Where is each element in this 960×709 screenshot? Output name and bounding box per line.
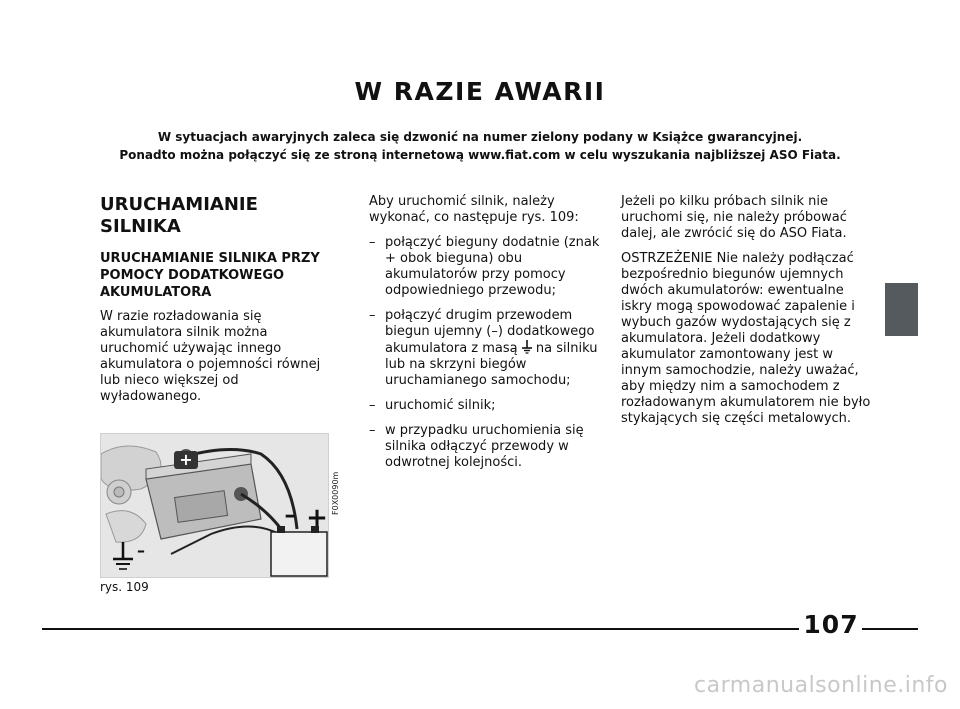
body-paragraph: W razie rozładowania się akumulatora silnik można uruchomić używając innego akumulatora o pojemności równej lub nieco większej od wyładowanego. <box>100 309 321 404</box>
step-item <box>369 308 609 389</box>
step-item <box>369 423 609 471</box>
column-middle <box>369 194 609 480</box>
intro-line-1: W sytuacjach awaryjnych zaleca się dzwonić na numer zielony podany w Książce gwarancyjnej. <box>157 130 803 144</box>
section-heading-line-1: URUCHAMIANIE <box>100 194 258 215</box>
list-dash: – <box>369 308 376 323</box>
ground-minus-label: – <box>137 541 145 560</box>
step-item <box>369 235 609 299</box>
illustration-drawing <box>101 434 329 578</box>
section-heading-line-2: SILNIKA <box>100 216 181 237</box>
auxiliary-battery <box>271 526 327 576</box>
figure-code: F0X0090m <box>331 471 340 515</box>
intro-line-2: Ponadto można połączyć się ze stroną internetową www.fiat.com w celu wyszukania najbliższej ASO Fiata. <box>119 148 841 162</box>
steps-intro: Aby uruchomić silnik, należy wykonać, co następuje rys. 109: <box>369 194 579 225</box>
minus-sign: – <box>284 503 296 528</box>
section-heading <box>100 194 340 238</box>
step-text: uruchomić silnik; <box>385 398 496 413</box>
plus-marker-label: + <box>179 450 193 469</box>
footer-rule-left <box>42 628 799 630</box>
page-number: 107 <box>803 610 859 639</box>
step-text: połączyć drugim przewodem biegun ujemny (–) dodatkowego akumulatora z masą <box>385 308 595 356</box>
watermark: carmanualsonline.info <box>694 673 948 698</box>
step-text: na silniku lub na skrzyni biegów uruchamianego samochodu; <box>385 341 598 388</box>
list-dash: – <box>369 235 376 250</box>
intro-note <box>90 128 870 164</box>
warning-paragraph: OSTRZEŻENIE Nie należy podłączać bezpośrednio biegunów ujemnych dwóch akumulatorów: ewentualne iskry mogą spowodować zapalenie i wybuch gazów wydostających się z akumulatora. Jeżeli dodatkowy akumulator zamontowany jest w innym samochodzie, należy uważać, aby między nim a samochodem z rozładowanym akumulatorem nie było stykających się części metalowych. <box>621 251 871 426</box>
column-left <box>100 194 340 414</box>
page-title: W RAZIE AWARII <box>354 77 606 106</box>
step-text: w przypadku uruchomienia się silnika odłączyć przewody w odwrotnej kolejności. <box>385 423 584 470</box>
jump-start-illustration <box>100 433 329 578</box>
step-text: połączyć bieguny dodatnie (znak + obok bieguna) obu akumulatorów przy pomocy odpowiedniego przewodu; <box>385 235 600 298</box>
list-dash: – <box>369 423 376 438</box>
plus-sign: + <box>306 503 328 533</box>
ground-icon <box>522 340 532 354</box>
section-tab-marker <box>885 283 918 336</box>
figure-caption: rys. 109 <box>100 580 149 594</box>
subsection-heading: URUCHAMIANIE SILNIKA PRZY POMOCY DODATKOWEGO AKUMULATORA <box>100 251 320 300</box>
step-item <box>369 398 609 414</box>
column-right <box>621 194 871 436</box>
list-dash: – <box>369 398 376 413</box>
footer-rule-right <box>862 628 918 630</box>
body-paragraph: Jeżeli po kilku próbach silnik nie uruchomi się, nie należy próbować dalej, ale zwrócić się do ASO Fiata. <box>621 194 847 241</box>
